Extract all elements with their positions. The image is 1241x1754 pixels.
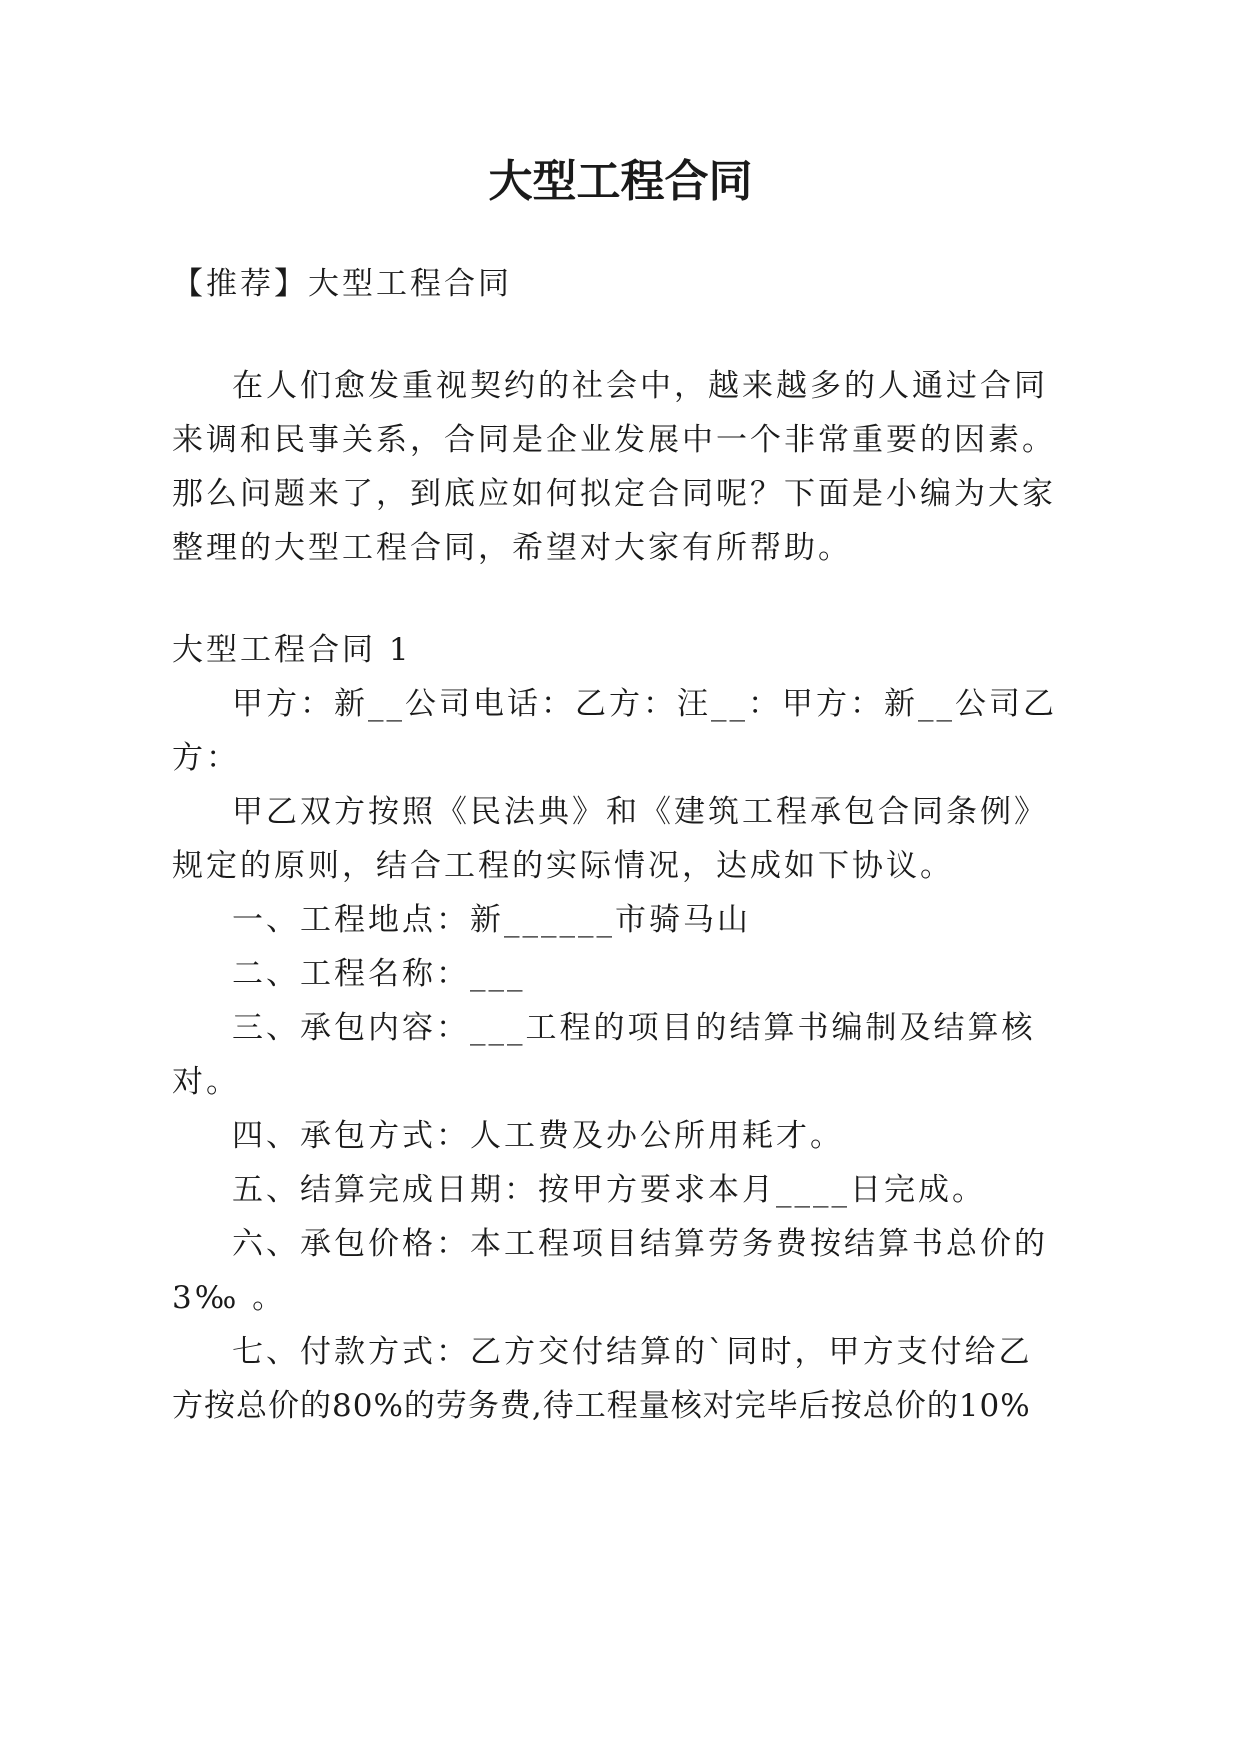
clause-payment: 七、付款方式：乙方交付结算的`同时，甲方支付给乙	[232, 1334, 1033, 1370]
clause-completion-date: 五、结算完成日期：按甲方要求本月____日完成。	[232, 1172, 986, 1208]
intro-paragraph-line: 来调和民事关系，合同是企业发展中一个非常重要的因素。	[172, 422, 1056, 458]
document-title: 大型工程合同	[488, 156, 753, 207]
clause-payment: 方按总价的80%的劳务费,待工程量核对完毕后按总价的10%	[172, 1388, 1031, 1424]
clause-project-name: 二、工程名称：___	[232, 956, 526, 992]
parties-line: 方：	[172, 740, 240, 776]
clause-contract-method: 四、承包方式：人工费及办公所用耗才。	[232, 1118, 844, 1154]
recommend-heading: 【推荐】大型工程合同	[172, 266, 512, 302]
parties-line: 甲方：新__公司电话：乙方：汪__：甲方：新__公司乙	[232, 686, 1057, 722]
intro-paragraph-line: 那么问题来了，到底应如何拟定合同呢？下面是小编为大家	[172, 476, 1056, 512]
contract-subtitle: 大型工程合同 1	[172, 632, 412, 668]
intro-paragraph-line: 在人们愈发重视契约的社会中，越来越多的人通过合同	[232, 368, 1048, 404]
clause-price: 六、承包价格：本工程项目结算劳务费按结算书总价的	[232, 1226, 1048, 1262]
clause-location: 一、工程地点：新______市骑马山	[232, 902, 751, 938]
agreement-basis-line: 甲乙双方按照《民法典》和《建筑工程承包合同条例》	[232, 794, 1048, 830]
clause-price: 3‰ 。	[172, 1280, 287, 1316]
agreement-basis-line: 规定的原则，结合工程的实际情况，达成如下协议。	[172, 848, 954, 884]
clause-scope: 三、承包内容：___工程的项目的结算书编制及结算核	[232, 1010, 1036, 1046]
intro-paragraph-line: 整理的大型工程合同，希望对大家有所帮助。	[172, 530, 852, 566]
clause-scope: 对。	[172, 1064, 240, 1100]
